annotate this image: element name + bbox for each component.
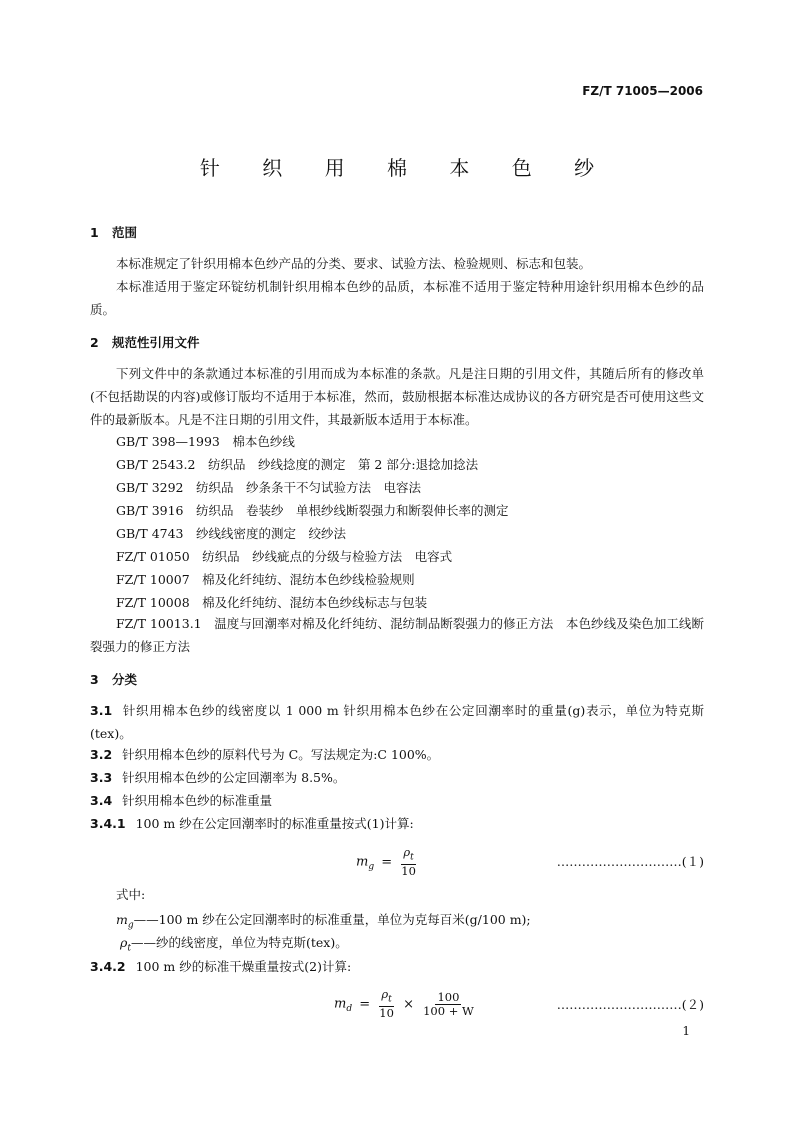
fraction-numerator: $\rho_t$	[379, 988, 393, 1007]
fraction-denominator: 100 + W	[423, 1003, 474, 1018]
clause-number: 3.3	[90, 770, 113, 785]
reference-item	[116, 478, 421, 496]
variable-definition	[120, 933, 348, 954]
reference-code: GB/T 4743	[116, 526, 184, 541]
section-title: 规范性引用文件	[112, 335, 200, 350]
reference-code: GB/T 3292	[116, 480, 184, 495]
clause-number: 3.1	[90, 703, 113, 718]
variable-symbol: m	[116, 912, 128, 927]
variable-subscript: g	[127, 920, 134, 931]
clause-3-2	[90, 745, 439, 763]
fraction-numerator: 100	[437, 989, 460, 1004]
formula-equals: =	[359, 996, 371, 1012]
clause-text: 针织用棉本色纱的原料代号为 C。写法规定为:C 100%。	[122, 747, 440, 762]
fraction-denominator: 10	[379, 1006, 394, 1021]
reference-code: GB/T 3916	[116, 503, 184, 518]
reference-item	[116, 455, 478, 473]
clause-3-4-2	[90, 957, 351, 975]
formula-equals: =	[381, 854, 393, 870]
formula-lhs-subscript: g	[368, 862, 375, 873]
variable-symbol: ρ	[120, 935, 128, 950]
clause-3-3	[90, 768, 345, 786]
reference-title: 纺织品 卷装纱 单根纱线断裂强力和断裂伸长率的测定	[196, 503, 509, 518]
fraction-numerator: $\rho_t$	[401, 846, 415, 865]
clause-3-4	[90, 791, 272, 809]
section-1-paragraph-2: 本标准适用于鉴定环锭纺机制针织用棉本色纱的品质，本标准不适用于鉴定特种用途针织用棉本色纱的品质。	[90, 279, 704, 317]
variable-description: ——100 m 纱在公定回潮率时的标准重量，单位为克每百米(g/100 m);	[133, 912, 531, 927]
section-2-intro: 下列文件中的条款通过本标准的引用而成为本标准的条款。凡是注日期的引用文件，其随后所有的修改单(不包括勘误的内容)或修订版均不适用于本标准，然而，鼓励根据本标准达成协议的各方研究是否可使用这些文件的最新版本。凡是不注日期的引用文件，其最新版本适用于本标准。	[90, 366, 704, 427]
reference-title: 棉及化纤纯纺、混纺本色纱线标志与包装	[202, 595, 428, 610]
variable-description: ——纱的线密度，单位为特克斯(tex)。	[130, 935, 348, 950]
clause-number: 3.2	[90, 747, 113, 762]
reference-title: 纱线线密度的测定 绞纱法	[196, 526, 347, 541]
clause-3-4-1	[90, 814, 414, 832]
formula-2	[334, 988, 476, 1020]
section-number: 3	[90, 672, 99, 687]
reference-code: FZ/T 01050	[116, 549, 190, 564]
section-2-heading	[90, 333, 200, 351]
standard-code: FZ/T 71005—2006	[582, 84, 703, 98]
reference-title: 纺织品 纱线疵点的分级与检验方法 电容式	[202, 549, 453, 564]
formula-fraction	[399, 846, 418, 878]
section-1-heading	[90, 223, 137, 241]
page-number: 1	[682, 1024, 690, 1038]
formula-lhs: m	[334, 996, 347, 1012]
clause-text: 100 m 纱在公定回潮率时的标准重量按式(1)计算:	[135, 816, 414, 831]
section-1-paragraph-1: 本标准规定了针织用棉本色纱产品的分类、要求、试验方法、检验规则、标志和包装。	[116, 256, 592, 271]
clause-text: 针织用棉本色纱的线密度以 1 000 m 针织用棉本色纱在公定回潮率时的重量(g)表示，单位为特克斯(tex)。	[90, 703, 704, 741]
clause-number: 3.4.1	[90, 816, 126, 831]
section-title: 范围	[112, 225, 138, 240]
section-title: 分类	[112, 672, 138, 687]
reference-item	[116, 570, 415, 588]
reference-item	[116, 593, 427, 611]
reference-item	[116, 524, 346, 542]
variable-subscript: t	[127, 943, 131, 954]
formula-times: ×	[403, 996, 414, 1012]
reference-item	[116, 501, 509, 519]
reference-title: 棉及化纤纯纺、混纺本色纱线检验规则	[202, 572, 415, 587]
clause-number: 3.4.2	[90, 959, 126, 974]
section-3-heading	[90, 670, 137, 688]
section-number: 1	[90, 225, 99, 240]
clause-number: 3.4	[90, 793, 113, 808]
reference-code: FZ/T 10007	[116, 572, 190, 587]
clause-text: 100 m 纱的标准干燥重量按式(2)计算:	[135, 959, 352, 974]
variable-definition	[116, 910, 531, 931]
reference-item	[116, 432, 295, 450]
reference-title: 纺织品 纱线捻度的测定 第 2 部分:退捻加捻法	[207, 457, 479, 472]
reference-code: FZ/T 10008	[116, 595, 190, 610]
where-label: 式中:	[116, 887, 146, 902]
formula-1	[356, 846, 418, 878]
reference-code: GB/T 398—1993	[116, 434, 220, 449]
equation-number-2: …………………………(２)	[556, 997, 704, 1012]
formula-fraction	[421, 991, 476, 1018]
clause-3-1	[90, 699, 704, 745]
reference-item	[116, 547, 452, 565]
fraction-denominator: 10	[401, 864, 416, 879]
reference-title: 纺织品 纱条条干不匀试验方法 电容法	[196, 480, 422, 495]
formula-lhs: m	[356, 854, 369, 870]
reference-title: 棉本色纱线	[232, 434, 295, 449]
formula-fraction	[377, 988, 396, 1020]
reference-item-last: FZ/T 10013.1 温度与回潮率对棉及化纤纯纺、混纺制品断裂强力的修正方法 本色纱线及染色加工线断裂强力的修正方法	[90, 616, 704, 654]
clause-text: 针织用棉本色纱的公定回潮率为 8.5%。	[122, 770, 346, 785]
formula-lhs-subscript: d	[346, 1004, 353, 1015]
clause-text: 针织用棉本色纱的标准重量	[122, 793, 273, 808]
section-number: 2	[90, 335, 99, 350]
equation-number-1: …………………………(１)	[556, 854, 704, 869]
document-title: 针 织 用 棉 本 色 纱	[199, 156, 613, 180]
reference-code: GB/T 2543.2	[116, 457, 196, 472]
